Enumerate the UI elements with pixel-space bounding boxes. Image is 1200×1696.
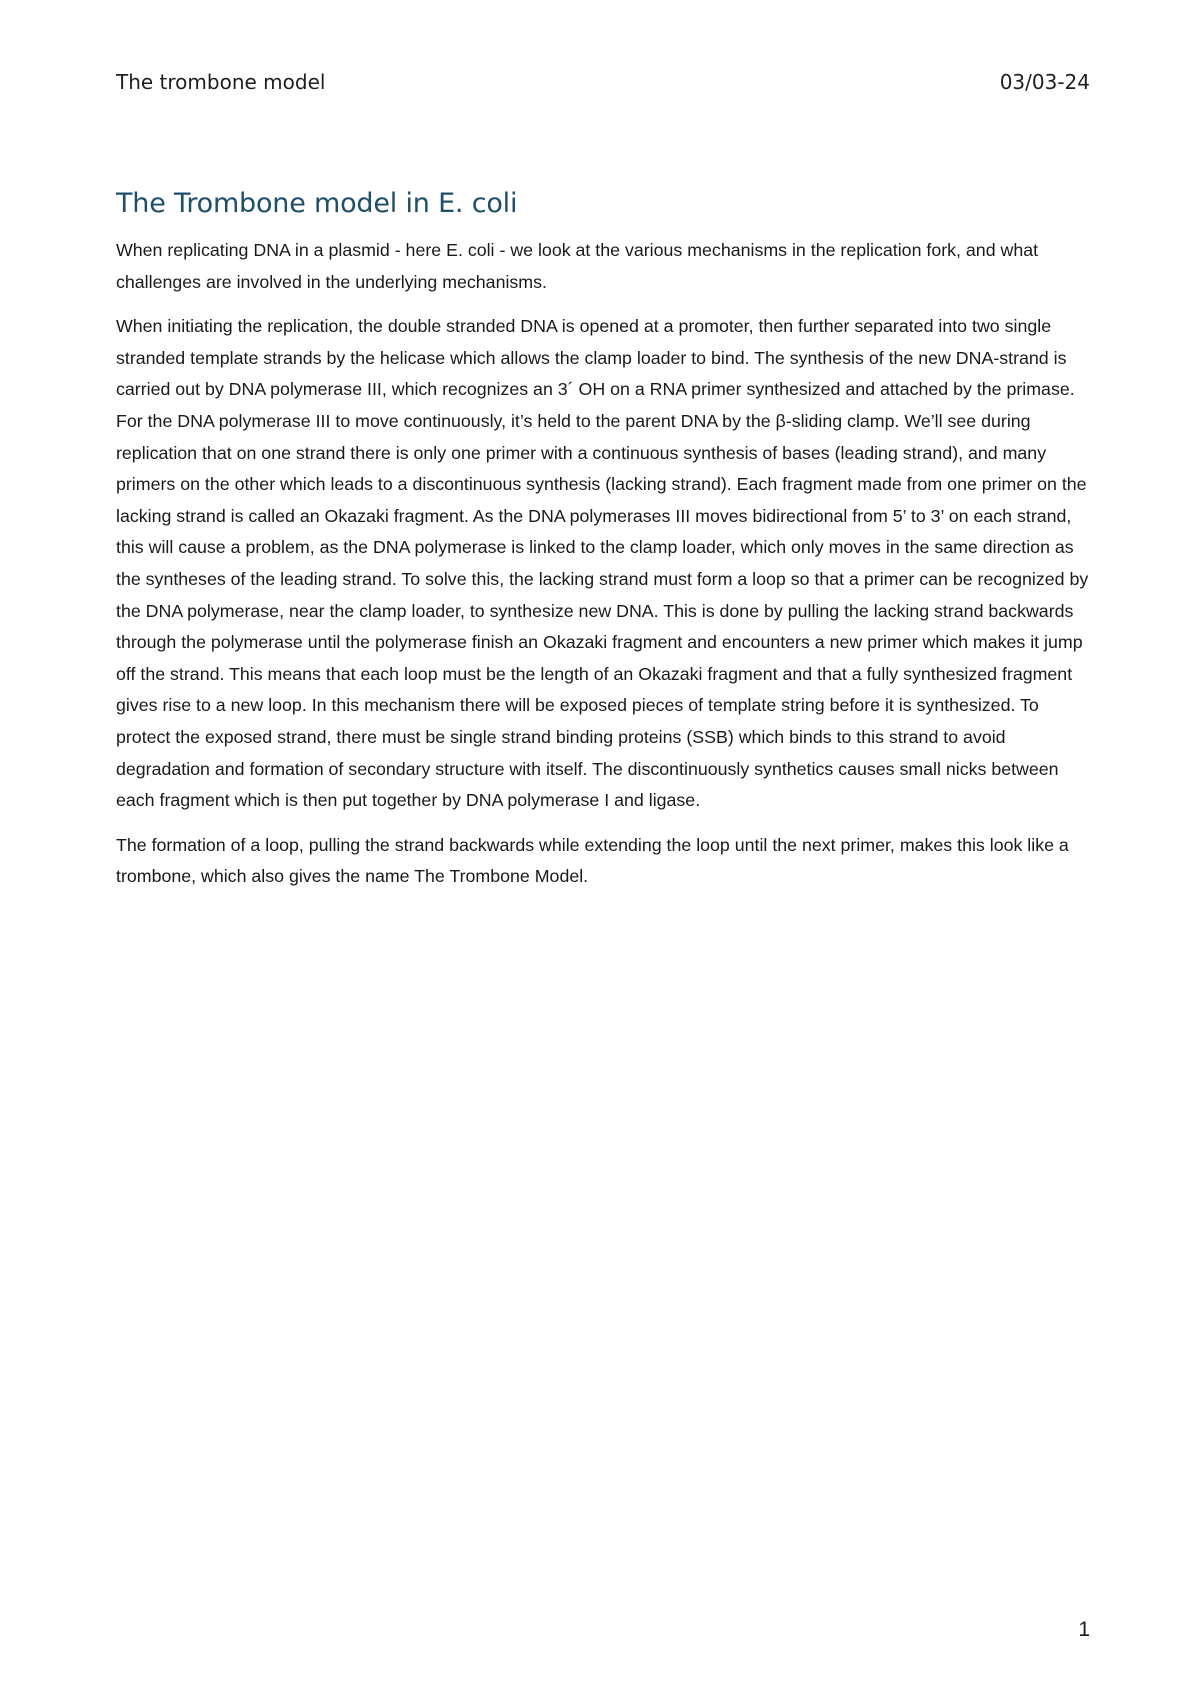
paragraph-intro: When replicating DNA in a plasmid - here E. coli - we look at the various mechanisms in the replication fork, and what challenges are involved in the underlying mechanisms. <box>116 240 1039 292</box>
paragraph-mechanism: When initiating the replication, the double stranded DNA is opened at a promoter, then further separated into two single stranded template strands by the helicase which allows the clamp loader to bind. The synthesis of the new DNA-strand is carried out by DNA polymerase III, which recognizes an 3´ OH on a RNA primer synthesized and attached by the primase. For the DNA polymerase III to move continuously, it’s held to the parent DNA by the β-sliding clamp. We’ll see during replication that on one strand there is only one primer with a continuous synthesis of bases (leading strand), and many primers on the other which leads to a discontinuous synthesis (lacking strand). Each fragment made from one primer on the lacking strand is called an Okazaki fragment. As the DNA polymerases III moves bidirectional from 5’ to 3’ on each strand, this will cause a problem, as the DNA polymerase is linked to the clamp loader, which only moves in the same direction as the syntheses of the leading strand. To solve this, the lacking strand must form a loop so that a primer can be recognized by the DNA polymerase, near the clamp loader, to synthesize new DNA. This is done by pulling the lacking strand backwards through the polymerase until the polymerase finish an Okazaki fragment and encounters a new primer which makes it jump off the strand. This means that each loop must be the length of an Okazaki fragment and that a fully synthesized fragment gives rise to a new loop. In this mechanism there will be exposed pieces of template string before it is synthesized. To protect the exposed strand, there must be single strand binding proteins (SSB) which binds to this strand to avoid degradation and formation of secondary structure with itself. The discontinuously synthetics causes small nicks between each fragment which is then put together by DNA polymerase I and ligase. <box>116 316 1089 811</box>
page-number: 1 <box>1078 1618 1090 1641</box>
paragraph-conclusion: The formation of a loop, pulling the strand backwards while extending the loop until the next primer, makes this look like a trombone, which also gives the name The Trombone Model. <box>116 834 1069 887</box>
section-heading: The Trombone model in E. coli <box>116 188 518 219</box>
main-content <box>116 188 1096 906</box>
header-date: 03/03-24 <box>999 70 1090 94</box>
header-title: The trombone model <box>116 70 326 94</box>
page-header <box>116 70 1090 94</box>
